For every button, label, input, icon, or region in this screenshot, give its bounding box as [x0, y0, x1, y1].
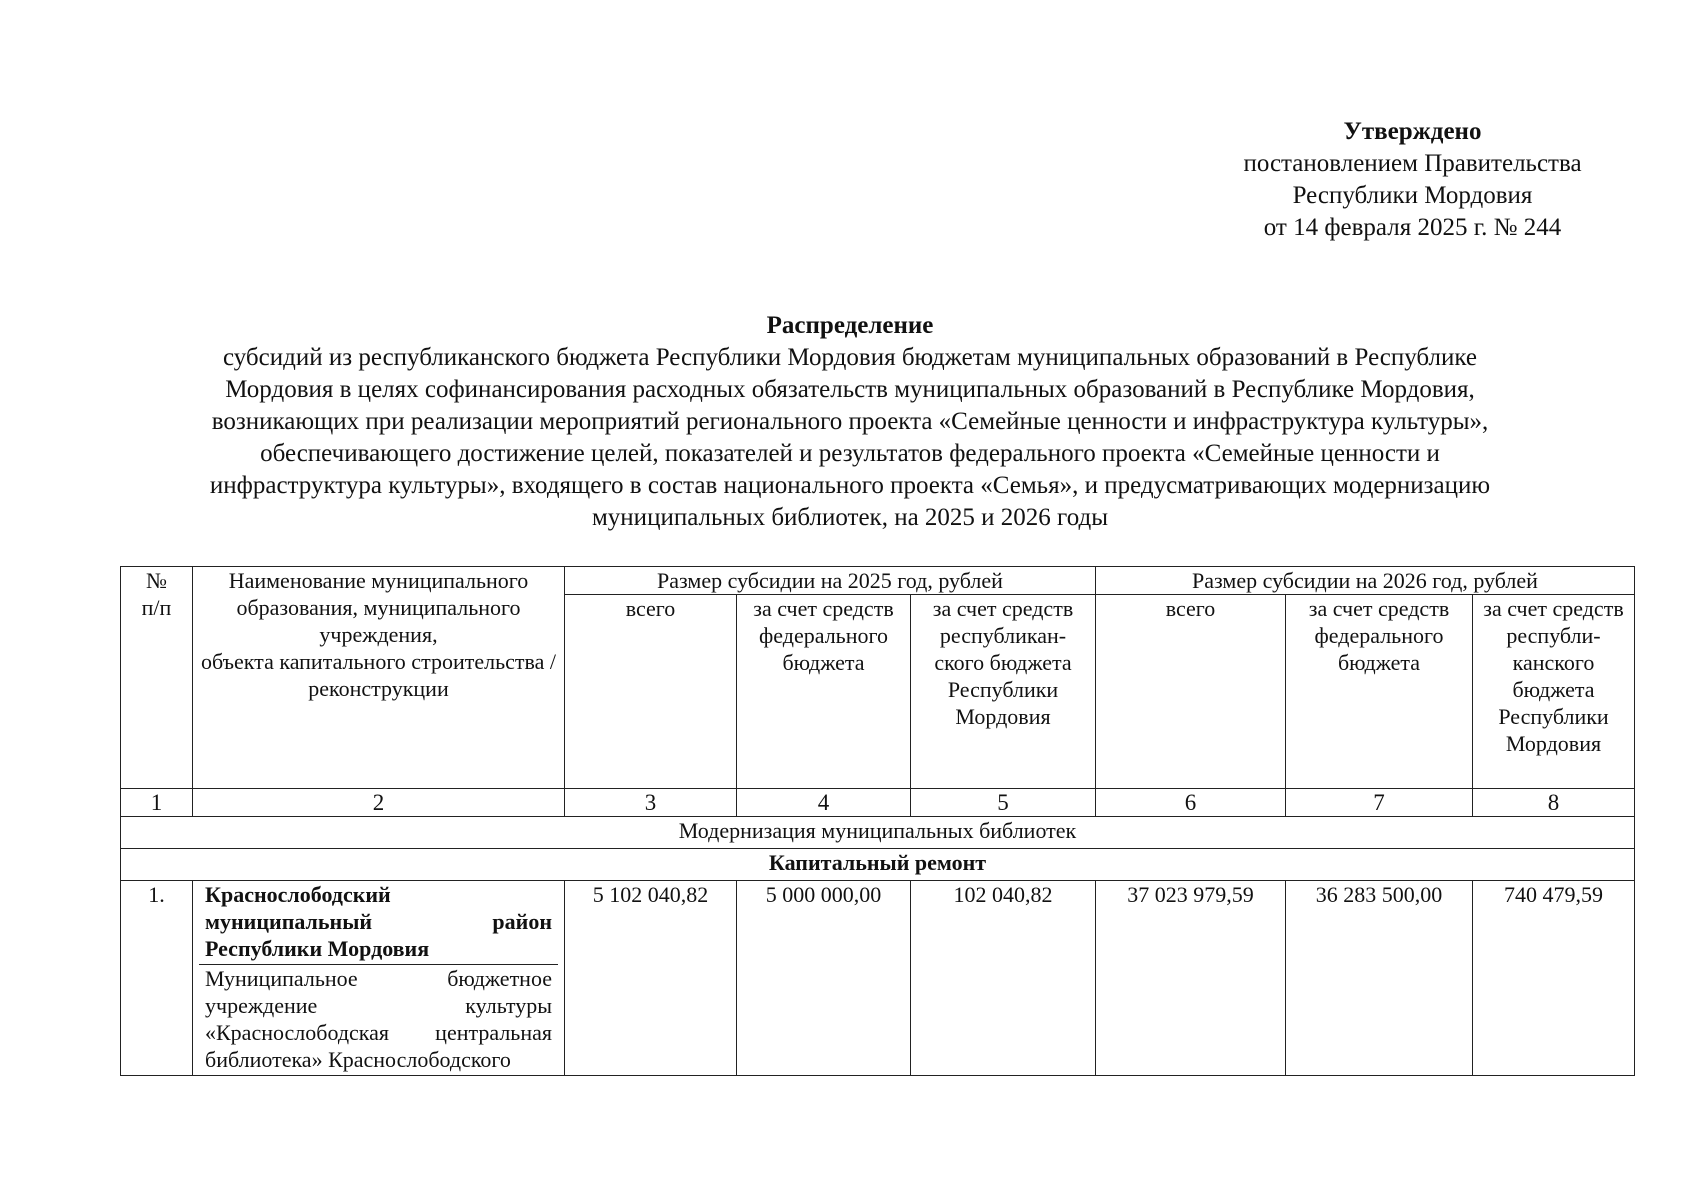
- header-num: № п/п: [121, 567, 193, 789]
- subsection-title: Капитальный ремонт: [121, 849, 1635, 881]
- title-line: инфраструктура культуры», входящего в состав национального проекта «Семья», и предусматривающих модернизацию: [209, 472, 1491, 499]
- title-line: Мордовия в целях софинансирования расходных обязательств муниципальных образований в Республике Мордовия,: [225, 376, 1475, 403]
- approval-stamp: [1190, 116, 1635, 244]
- header-name: Наименование муниципального образования, муниципального учреждения, объекта капитального строительства / реконструкции: [193, 567, 565, 789]
- document-title: [100, 310, 1600, 534]
- row-municipality-block: [199, 881, 558, 965]
- institution-name: Муниципальное бюджетное учреждение культуры «Краснослободская центральная библиотека» Краснослободского: [205, 966, 552, 1072]
- header-group-2025: Размер субсидии на 2025 год, рублей: [565, 567, 1096, 595]
- column-number: 3: [565, 789, 737, 817]
- federal-2025-value: 5 000 000,00: [737, 881, 911, 1076]
- republic-2025-value: 102 040,82: [911, 881, 1096, 1076]
- header-federal-2025: за счет средств федерального бюджета: [737, 595, 911, 789]
- section-title: Модернизация муниципальных библиотек: [121, 817, 1635, 849]
- federal-2026-value: 36 283 500,00: [1286, 881, 1473, 1076]
- column-numbers-row: [121, 789, 1635, 817]
- title-line: муниципальных библиотек, на 2025 и 2026 годы: [591, 504, 1108, 531]
- column-number: 6: [1096, 789, 1286, 817]
- column-number: 8: [1473, 789, 1635, 817]
- title-line: возникающих при реализации мероприятий регионального проекта «Семейные ценности и инфраструктура культуры»,: [211, 408, 1489, 435]
- header-group-2026: Размер субсидии на 2026 год, рублей: [1096, 567, 1635, 595]
- column-number: 4: [737, 789, 911, 817]
- subsidy-table: [120, 566, 1635, 1076]
- subsection-row: [121, 849, 1635, 881]
- total-2025-value: 5 102 040,82: [565, 881, 737, 1076]
- column-number: 1: [121, 789, 193, 817]
- republic-2026-value: 740 479,59: [1473, 881, 1635, 1076]
- header-total-2026: всего: [1096, 595, 1286, 789]
- title-line: обеспечивающего достижение целей, показателей и результатов федерального проекта «Семейные ценности и: [260, 440, 1440, 467]
- table-row: [121, 881, 1635, 1076]
- header-total-2025: всего: [565, 595, 737, 789]
- row-number: 1.: [121, 881, 193, 1076]
- total-2026-value: 37 023 979,59: [1096, 881, 1286, 1076]
- header-row-groups: [121, 567, 1635, 595]
- approval-line-3: от 14 февраля 2025 г. № 244: [1263, 214, 1562, 241]
- approval-heading: Утверждено: [1343, 118, 1482, 145]
- municipality-name: Краснослободский муниципальный район Республики Мордовия: [205, 882, 552, 961]
- approval-line-2: Республики Мордовия: [1292, 182, 1533, 209]
- title-line: субсидий из республиканского бюджета Республики Мордовия бюджетам муниципальных образований в Республике: [222, 344, 1478, 371]
- column-number: 5: [911, 789, 1096, 817]
- section-row: [121, 817, 1635, 849]
- header-federal-2026: за счет средств федерального бюджета: [1286, 595, 1473, 789]
- header-republic-2025: за счет средств республикан- ского бюджета Республики Мордовия: [911, 595, 1096, 789]
- title-heading: Распределение: [766, 312, 934, 339]
- row-institution-block: [199, 965, 558, 1075]
- header-republic-2026: за счет средств республи- канского бюджета Республики Мордовия: [1473, 595, 1635, 789]
- approval-line-1: постановлением Правительства: [1243, 150, 1582, 177]
- column-number: 7: [1286, 789, 1473, 817]
- column-number: 2: [193, 789, 565, 817]
- row-name-cell: [193, 881, 565, 1076]
